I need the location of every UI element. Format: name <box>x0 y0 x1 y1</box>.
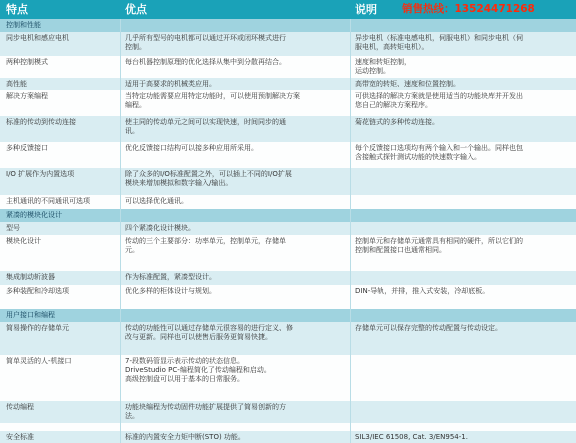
advantage-cell <box>125 433 345 442</box>
advantage-cell <box>125 80 345 89</box>
sales-hotline: 销售热线：13524471268 <box>402 3 535 15</box>
cell-line: 您自己的解决方案程序。 <box>355 101 432 109</box>
feature-cell: 多种反馈接口 <box>6 144 48 152</box>
table-row <box>0 142 576 168</box>
column-divider <box>350 19 351 443</box>
advantage-cell <box>125 197 345 206</box>
cell-line: 7-段数码管显示表示传动的状态信息。 <box>125 357 244 365</box>
cell-line: 运动控制。 <box>355 67 390 75</box>
cell-line: 使主同的传动单元之间可以实现快速，时间同步的通 <box>125 118 286 126</box>
feature-cell: 标准的传动到传动连接 <box>6 118 76 126</box>
cell-line: 速度和转矩控制， <box>355 58 411 66</box>
table-row <box>0 271 576 285</box>
cell-line: 讯。 <box>125 127 139 135</box>
cell-line: 存储单元可以保存完整的传动配置与传动设定。 <box>355 324 502 332</box>
cell-line: 适用于高要求的机械类应用。 <box>125 80 216 88</box>
advantage-cell <box>125 92 345 110</box>
advantage-cell <box>125 403 345 421</box>
cell-line: 高带宽的转矩、速度和位置控制。 <box>355 80 460 88</box>
advantage-cell <box>125 144 345 153</box>
advantage-cell <box>125 237 345 255</box>
section-title: 用户接口和编程 <box>6 311 55 319</box>
advantage-cell <box>125 170 345 188</box>
table-row <box>0 423 576 431</box>
cell-line: 标准的内置安全力矩中断(STO) 功能。 <box>125 433 245 441</box>
cell-line: 含接触式探针测试功能的快速数字输入。 <box>355 153 481 161</box>
cell-line: 优化反馈接口结构可以接多种应用所采用。 <box>125 144 258 152</box>
table-row <box>0 90 576 116</box>
section-title: 紧凑的模块化设计 <box>6 211 62 219</box>
description-cell <box>355 287 571 296</box>
cell-line: 异步电机（标准电感电机，伺服电机）和同步电机（伺 <box>355 34 523 42</box>
cell-line: 每台机器控制原理的优化选择从集中到分散再结合。 <box>125 58 286 66</box>
advantage-cell <box>125 34 345 52</box>
cell-line: 传动的功能性可以通过存储单元很容易的进行定义、修 <box>125 324 293 332</box>
description-cell <box>355 58 571 76</box>
description-cell <box>355 92 571 110</box>
cell-line: SIL3/IEC 61508, Cat. 3/EN954-1. <box>355 433 468 441</box>
cell-line: 四个紧凑化设计模块。 <box>125 224 195 232</box>
feature-cell: I/O 扩展作为内置选项 <box>6 170 75 178</box>
description-cell <box>355 118 571 127</box>
cell-line: 优化多样的柜体设计与规划。 <box>125 287 216 295</box>
advantage-cell <box>125 58 345 67</box>
feature-cell: 型号 <box>6 224 20 232</box>
cell-line: 控制。 <box>125 43 146 51</box>
cell-line: 除了众多的I/O标准配置之外，可以插上不同的I/O扩展 <box>125 170 292 178</box>
description-cell <box>355 144 571 162</box>
feature-cell: 多种装配和冷却选项 <box>6 287 69 295</box>
feature-cell: 主机通讯的不同通讯可选项 <box>6 197 90 205</box>
description-cell <box>355 237 571 255</box>
cell-line: 编程。 <box>125 101 146 109</box>
cell-line: DIN-导轨，并排，推入式安装，冷却底板。 <box>355 287 490 295</box>
cell-line: 功能块编程为传动固件功能扩展提供了简易创新的方 <box>125 403 286 411</box>
table-row <box>0 195 576 209</box>
advantage-cell <box>125 357 345 384</box>
column-divider <box>120 19 121 443</box>
feature-cell: 高性能 <box>6 80 27 88</box>
header-advantages: 优点 <box>125 3 147 16</box>
cell-line: 改与更新。同样也可以使售后服务更简易快捷。 <box>125 333 272 341</box>
cell-line: DriveStudio PC-编程简化了传动编程和启动。 <box>125 366 271 374</box>
feature-cell: 传动编程 <box>6 403 34 411</box>
header-description: 说明 <box>355 3 377 16</box>
table-row <box>0 431 576 443</box>
advantage-cell <box>125 324 345 342</box>
advantage-cell <box>125 287 345 296</box>
description-cell <box>355 324 571 333</box>
table-row <box>0 78 576 90</box>
feature-cell: 安全标准 <box>6 433 34 441</box>
feature-cell: 集成制动斩波器 <box>6 273 55 281</box>
description-cell <box>355 433 571 442</box>
table-row <box>0 285 576 309</box>
cell-line: 每个反馈接口选项均有两个输入和一个输出。同样也包 <box>355 144 523 152</box>
table-row <box>0 56 576 78</box>
feature-cell: 解决方案编程 <box>6 92 48 100</box>
table-row <box>0 222 576 235</box>
section-title: 控制和性能 <box>6 21 41 29</box>
feature-cell: 两种控制模式 <box>6 58 48 66</box>
cell-line: 服电机，高转矩电机）。 <box>355 43 429 51</box>
cell-line: 控制单元和存储单元通常具有相同的硬件，所以它们的 <box>355 237 523 245</box>
table-row <box>0 168 576 195</box>
table-row <box>0 32 576 56</box>
table-row <box>0 322 576 355</box>
advantage-cell <box>125 273 345 282</box>
cell-line: 几乎所有型号的电机都可以通过开环或闭环模式进行 <box>125 34 286 42</box>
table-row <box>0 116 576 142</box>
feature-cell: 简单灵活的人-机接口 <box>6 357 72 365</box>
cell-line: 可以选择优化通讯。 <box>125 197 188 205</box>
cell-line: 可供选择的解决方案就是使用适当的功能块库并开发出 <box>355 92 523 100</box>
cell-line: 高级控制盘可以用于基本的日常服务。 <box>125 375 244 383</box>
cell-line: 控制和配置接口也通常相同。 <box>355 246 446 254</box>
table-row <box>0 355 576 401</box>
table-row <box>0 235 576 271</box>
description-cell <box>355 34 571 52</box>
feature-cell: 简易操作的存储单元 <box>6 324 69 332</box>
cell-line: 当特定功能需要应用特定功能时，可以使用预制解决方案 <box>125 92 300 100</box>
cell-line: 法。 <box>125 412 139 420</box>
cell-line: 元。 <box>125 246 139 254</box>
feature-cell: 模块化设计 <box>6 237 41 245</box>
header-features: 特点 <box>6 3 28 16</box>
table-header <box>0 0 576 19</box>
cell-line: 作为标准配置，紧凑型设计。 <box>125 273 216 281</box>
section-row <box>0 309 576 322</box>
cell-line: 菊花链式的多种传动连接。 <box>355 118 439 126</box>
cell-line: 模块来增加模拟和数字输入/输出。 <box>125 179 233 187</box>
advantage-cell <box>125 224 345 233</box>
advantage-cell <box>125 118 345 136</box>
section-row <box>0 19 576 32</box>
cell-line: 传动的三个主要部分：功率单元，控制单元，存储单 <box>125 237 286 245</box>
table-row <box>0 401 576 423</box>
section-row <box>0 209 576 222</box>
description-cell <box>355 80 571 89</box>
feature-cell: 同步电机和感应电机 <box>6 34 69 42</box>
